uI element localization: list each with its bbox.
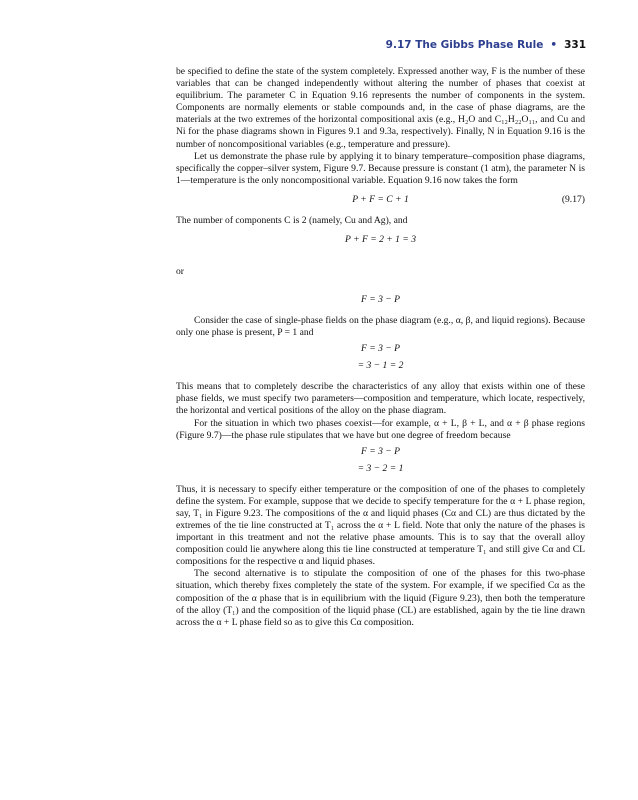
paragraph-6: For the situation in which two phases coexist—for example, α + L, β + L, and α + β phase regions (Figure 9.7)—the phase rule stipulates that we have but one degree of freedom because [176, 417, 585, 441]
section-title: 9.17 The Gibbs Phase Rule [385, 39, 544, 51]
equation-components-text: P + F = 2 + 1 = 3 [344, 234, 417, 246]
paragraph-1: be specified to define the state of the system completely. Expressed another way, F is the number of these variables that can be changed independently without altering the number of phases that coexist at equilibrium. The parameter C in Equation 9.16 represents the number of components in the system. Components are normally elements or stable compounds and, in the case of phase diagrams, are the materials at the two extremes of the horizontal compositional axis (e.g., H₂O and C₁₂H₂₂O₁₁, and Cu and Ni for the phase diagrams shown in Figures 9.1 and 9.3a, respectively). Finally, N in Equation 9.16 is the number of noncompositional variables (e.g., temperature and pressure). [176, 66, 585, 150]
equation-f-text: F = 3 − P [360, 294, 401, 306]
equation-two-phase-line-2 [176, 463, 585, 475]
paragraph-2: Let us demonstrate the phase rule by applying it to binary temperature–composition phase diagrams, specifically the copper–silver system, Figure 9.7. Because pressure is constant (1 atm), the parameter N is 1—temperature is the only noncompositional variable. Equation 9.16 now takes the form [176, 150, 585, 186]
equation-two-phase-text-2: = 3 − 2 = 1 [357, 462, 404, 474]
or-label: or [176, 266, 184, 278]
paragraph-4: Consider the case of single-phase fields on the phase diagram (e.g., α, β, and liquid regions). Because only one phase is present, P = 1 and [176, 315, 585, 339]
paragraph-8: The second alternative is to stipulate the composition of one of the phases for this two-phase situation, which thereby fixes completely the state of the system. For example, if we specified Cα as the composition of the α phase that is in equilibrium with the liquid (Figure 9.23), then both the temperature of the alloy (T₁) and the composition of the liquid phase (CL) are established, again by the tie line drawn across the α + L phase field so as to give this Cα composition. [176, 568, 585, 628]
paragraph-7: Thus, it is necessary to specify either temperature or the composition of one of the phases to completely define the system. For example, suppose that we decide to specify temperature for the α + L phase region, say, T₁ in Figure 9.23. The compositions of the α and liquid phases (Cα and CL) are thus dictated by the extremes of the tie line constructed at T₁ across the α + L field. Note that only the nature of the phases is important in this treatment and not the relative phase amounts. This is to say that the overall alloy composition could lie anywhere along this tie line constructed at temperature T₁ and still give Cα and CL compositions for the respective α and liquid phases. [176, 483, 585, 568]
equation-two-phase-line-1 [176, 446, 585, 458]
equation-9-17 [176, 194, 585, 206]
equation-single-phase-line-1 [176, 343, 585, 355]
equation-f [176, 294, 585, 306]
header-separator: • [550, 39, 558, 51]
equation-two-phase-text-1: F = 3 − P [360, 445, 401, 457]
paragraph-5: This means that to completely describe the characteristics of any alloy that exists within one of these phase fields, we must specify two parameters—composition and temperature, which locate, respectively, the horizontal and vertical positions of the alloy on the phase diagram. [176, 381, 585, 417]
equation-components [176, 234, 585, 246]
equation-single-phase-line-2 [176, 360, 585, 372]
equation-number: (9.17) [561, 193, 585, 205]
equation-9-17-text: P + F = C + 1 [352, 193, 409, 205]
body-text [176, 66, 585, 629]
paragraph-3: The number of components C is 2 (namely, Cu and Ag), and [176, 214, 408, 226]
equation-single-phase-text-1: F = 3 − P [360, 343, 401, 355]
page-number: 331 [564, 39, 586, 51]
running-header [386, 39, 586, 51]
equation-single-phase-text-2: = 3 − 1 = 2 [357, 360, 404, 372]
